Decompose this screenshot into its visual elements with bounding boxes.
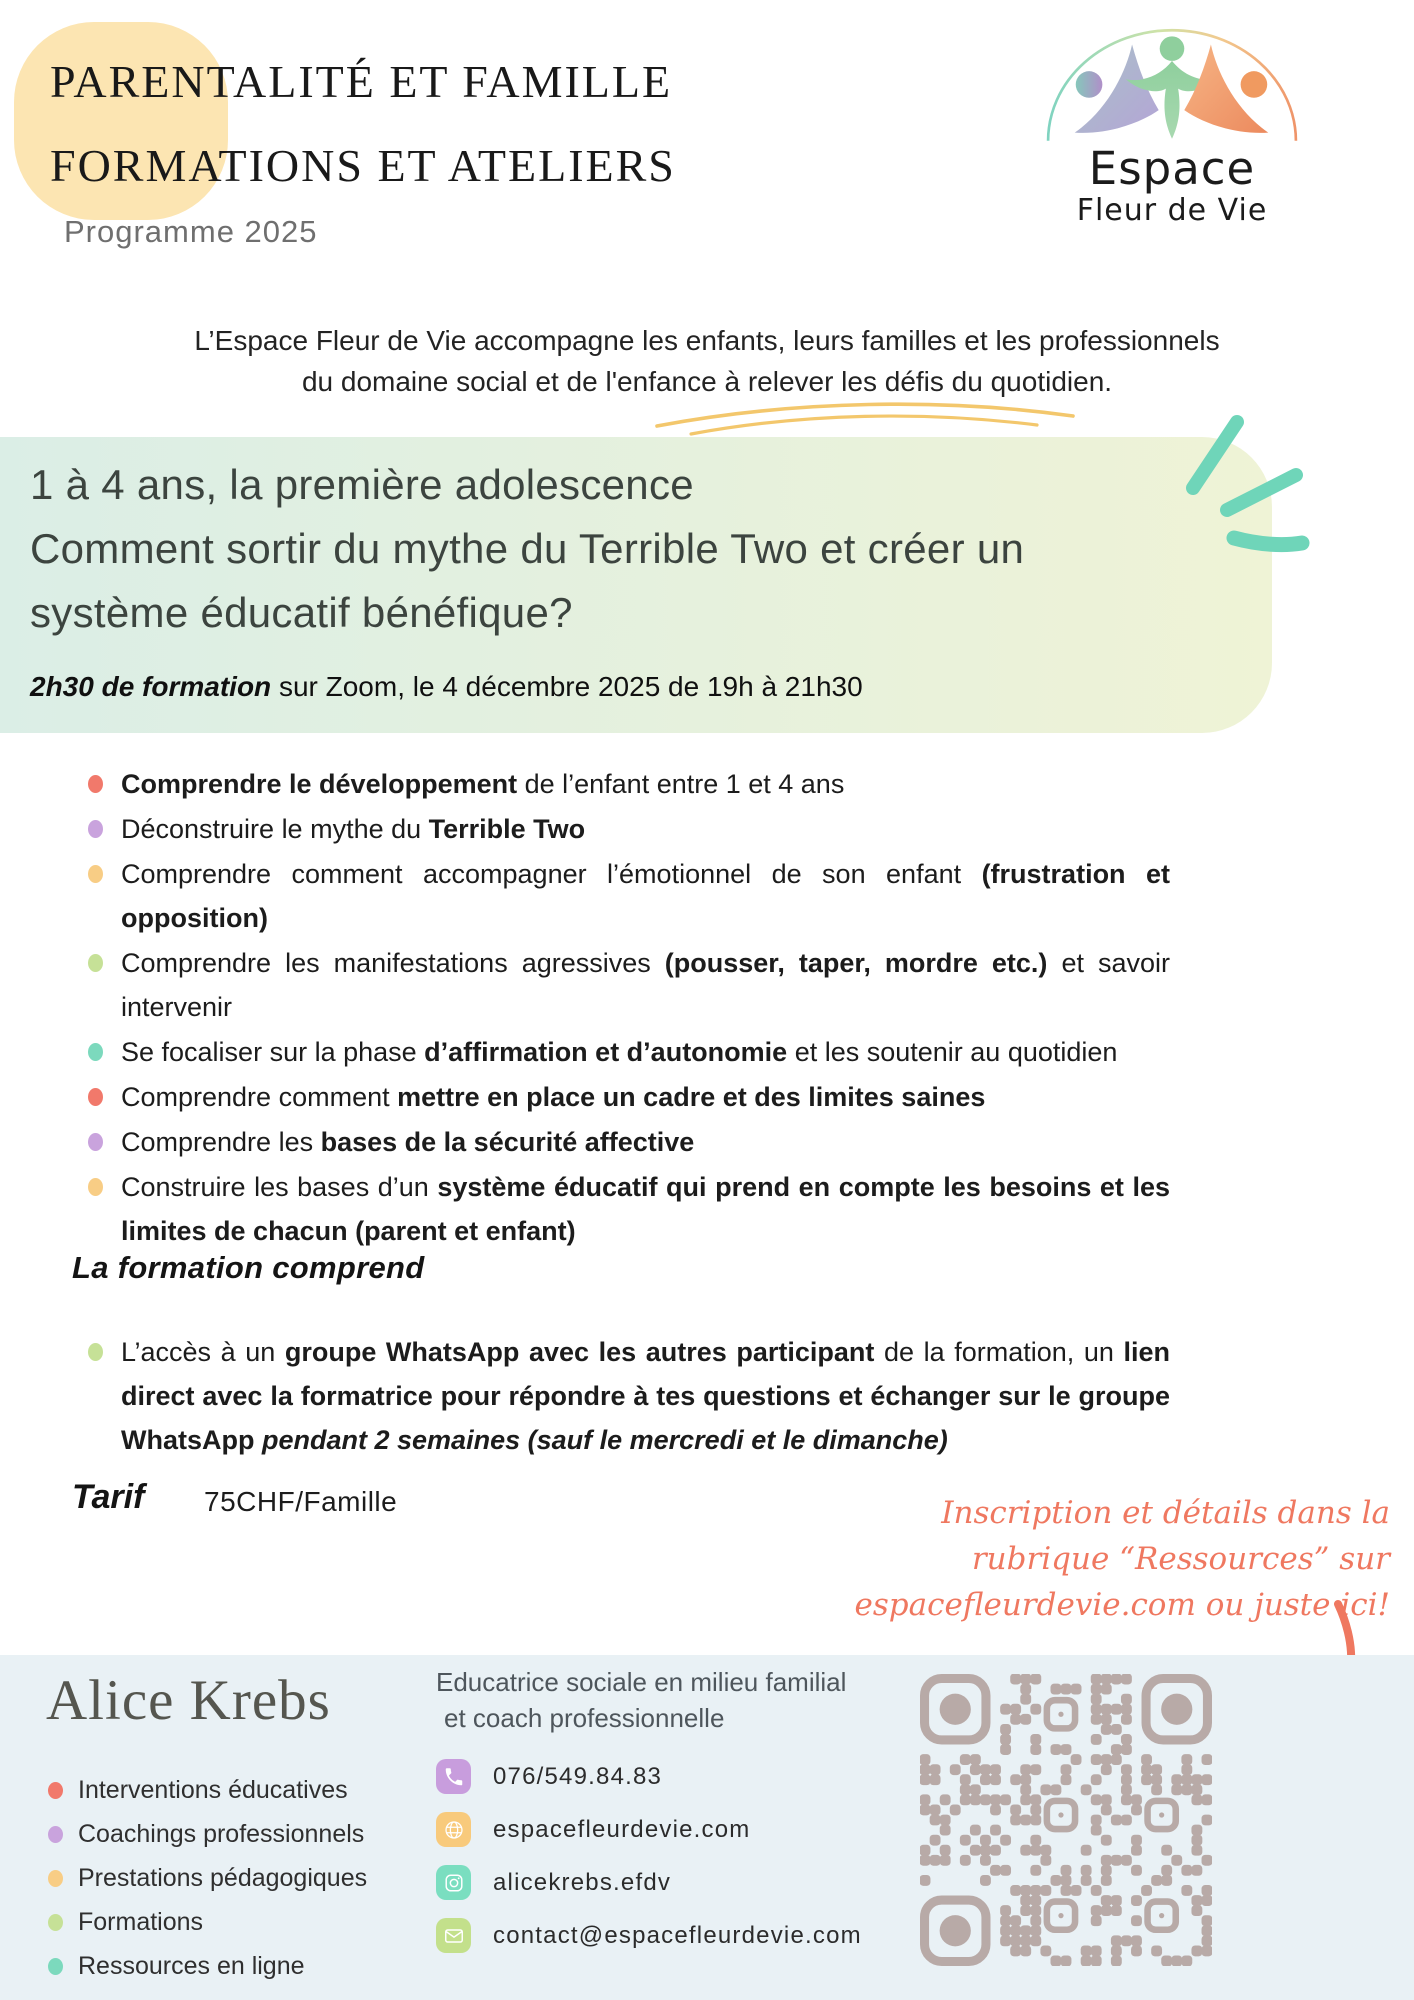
service-label: Prestations pédagogiques <box>78 1863 368 1892</box>
bullet-dot <box>88 1178 103 1196</box>
objective-text: Comprendre comment accompagner l’émotionnel de son enfant (frustration et opposition) <box>121 859 1178 933</box>
objective-item <box>88 1165 1178 1253</box>
service-item <box>48 1900 367 1944</box>
service-item <box>48 1812 367 1856</box>
objectives-list <box>88 762 1178 1254</box>
cta-line3: espacefleurdevie.com ou juste ici! <box>854 1587 1390 1623</box>
intro-line2: du domaine social et de l'enfance à relever les défis du quotidien. <box>301 366 1113 397</box>
contact-row[interactable] <box>436 1750 862 1803</box>
contact-row[interactable] <box>436 1856 862 1909</box>
trainer-role-line1: Educatrice sociale en milieu familial <box>436 1667 847 1697</box>
objective-item <box>88 941 1178 1029</box>
objective-item <box>88 807 1170 851</box>
objective-text: Comprendre le développement de l’enfant entre 1 et 4 ans <box>121 769 845 799</box>
contact-label: 076/549.84.83 <box>493 1762 663 1790</box>
bullet-dot <box>48 1826 63 1843</box>
intro-paragraph <box>0 320 1414 402</box>
service-item <box>48 1768 367 1812</box>
trainer-role <box>436 1664 846 1736</box>
page-title-line1: PARENTALITÉ ET FAMILLE <box>50 56 673 107</box>
logo-word-fleur-de-vie: Fleur de Vie <box>1076 193 1268 228</box>
contact-row[interactable] <box>436 1909 862 1962</box>
objective-text: Comprendre les manifestations agressives (pousser, taper, mordre etc.) et savoir intervenir <box>121 948 1178 1022</box>
mail-icon <box>436 1918 471 1953</box>
service-label: Formations <box>78 1907 204 1936</box>
page-title-line2: FORMATIONS ET ATELIERS <box>50 140 676 191</box>
contacts-list <box>436 1750 862 1962</box>
phone-icon <box>436 1759 471 1794</box>
course-title-line1: 1 à 4 ans, la première adolescence <box>30 461 694 508</box>
services-list <box>48 1768 367 1988</box>
objective-item <box>88 1120 1170 1164</box>
bullet-dot <box>48 1782 63 1799</box>
course-title <box>30 453 1232 645</box>
objective-item <box>88 1030 1170 1074</box>
teal-brush-strokes-decoration <box>1180 412 1330 557</box>
included-item <box>88 1330 1178 1462</box>
bullet-dot <box>88 1043 103 1061</box>
cta-line2: rubrique “Ressources” sur <box>971 1541 1390 1577</box>
bullet-dot <box>88 820 103 838</box>
trainer-role-line2: et coach professionnelle <box>444 1703 725 1733</box>
contact-row[interactable] <box>436 1803 862 1856</box>
bullet-dot <box>88 1133 103 1151</box>
objective-text: Se focaliser sur la phase d’affirmation et d’autonomie et les soutenir au quotidien <box>121 1037 1118 1067</box>
bullet-dot <box>48 1914 63 1931</box>
page-title <box>50 40 676 208</box>
objective-item <box>88 762 1170 806</box>
qr-code[interactable] <box>920 1674 1212 1966</box>
instagram-icon <box>436 1865 471 1900</box>
cta-line1: Inscription et détails dans la <box>941 1495 1390 1531</box>
trainer-name: Alice Krebs <box>46 1669 331 1732</box>
service-label: Interventions éducatives <box>78 1775 348 1804</box>
course-banner <box>0 437 1272 733</box>
service-label: Ressources en ligne <box>78 1951 305 1980</box>
bullet-dot <box>88 1088 103 1106</box>
objective-text: Construire les bases d’un système éducatif qui prend en compte les besoins et les limites de chacun (parent et enfant) <box>121 1172 1178 1246</box>
service-item <box>48 1856 367 1900</box>
service-label: Coachings professionnels <box>78 1819 365 1848</box>
included-heading: La formation comprend <box>72 1250 425 1285</box>
programme-year: Programme 2025 <box>64 214 318 249</box>
objective-text: Comprendre les bases de la sécurité affective <box>121 1127 695 1157</box>
contact-label: contact@espacefleurdevie.com <box>493 1921 862 1949</box>
logo-word-espace: Espace <box>1088 142 1256 195</box>
tarif-value: 75CHF/Famille <box>204 1486 398 1517</box>
course-title-line2: Comment sortir du mythe du Terrible Two et créer un <box>30 525 1025 572</box>
bullet-dot <box>48 1870 63 1887</box>
intro-line1: L’Espace Fleur de Vie accompagne les enfants, leurs familles et les professionnels <box>194 325 1220 356</box>
included-list <box>88 1330 1178 1463</box>
yellow-underline-decoration <box>645 396 1085 438</box>
espace-fleur-de-vie-logo <box>1038 26 1306 228</box>
tarif-label: Tarif <box>72 1478 145 1516</box>
logo-dome-icon <box>1044 26 1300 144</box>
objective-text: Comprendre comment mettre en place un cadre et des limites saines <box>121 1082 986 1112</box>
bullet-dot <box>88 865 103 883</box>
objective-item <box>88 1075 1170 1119</box>
bullet-dot <box>88 954 103 972</box>
included-text: L’accès à un groupe WhatsApp avec les autres participant de la formation, un lien direct avec la formatrice pour répondre à tes questions et échanger sur le groupe WhatsApp pendant 2 semaines (sauf le mercredi et le dimanche) <box>121 1337 1178 1455</box>
bullet-dot <box>48 1958 63 1975</box>
objective-item <box>88 852 1178 940</box>
course-title-line3: système éducatif bénéfique? <box>30 589 573 636</box>
globe-icon <box>436 1812 471 1847</box>
contact-label: alicekrebs.efdv <box>493 1868 672 1896</box>
service-item <box>48 1944 367 1988</box>
bullet-dot <box>88 1343 103 1361</box>
course-schedule: 2h30 de formation sur Zoom, le 4 décembre 2025 de 19h à 21h30 <box>30 671 863 702</box>
contact-label: espacefleurdevie.com <box>493 1815 751 1843</box>
objective-text: Déconstruire le mythe du Terrible Two <box>121 814 586 844</box>
bullet-dot <box>88 775 103 793</box>
